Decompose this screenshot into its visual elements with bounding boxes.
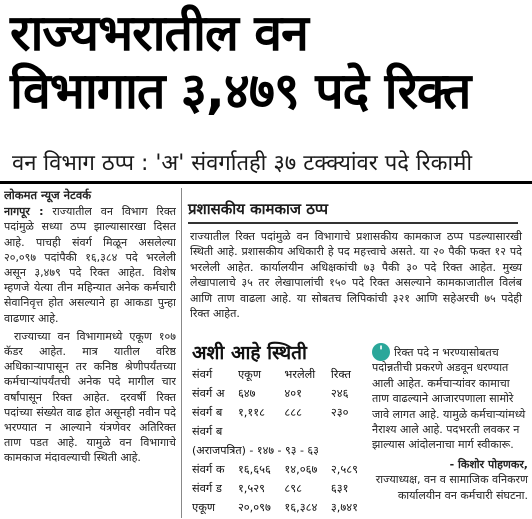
divider <box>0 181 532 184</box>
stats-table <box>190 365 368 517</box>
table-row <box>190 403 368 422</box>
table-cell: ३,७४१ <box>330 501 358 514</box>
table-cell: १,११८ <box>237 406 266 419</box>
article-paragraph: राज्याच्या वन विभागामध्ये एकूण १०७ कॅडर आहेत. मात्र यातील वरिष्ठ अधिकाऱ्यापासून तर कनिष्ठ श्रेणीपर्यंतच्या कर्मचाऱ्यांपर्यंतची अनेक पदे मागील चार वर्षांपासून रिक्त आहेत. दरवर्षी रिक्त पदांच्या संख्येत वाढ होत असूनही नवीन पदे भरण्यात न आल्याने यंत्रणेवर अतिरिक्त ताण पडत आहे. यामुळे वन विभागाचे कामकाज मंदावल्याची स्थिती आहे. <box>4 329 176 465</box>
table-row <box>190 422 368 441</box>
headline-line-1: राज्यभरातील वन <box>10 4 308 62</box>
table-cell: संवर्ग ब <box>192 425 223 438</box>
table-cell: ८९८ <box>284 482 303 495</box>
table-cell: १६,६५६ <box>237 463 271 476</box>
table-header-row <box>190 365 368 384</box>
subheadline: वन विभाग ठप्प : 'अ' संवर्गातही ३७ टक्क्यांवर पदे रिकामी <box>12 151 473 176</box>
table-cell: १४,०६७ <box>284 463 318 476</box>
box-heading: प्रशासकीय कामकाज ठप्प <box>188 199 518 224</box>
table-row <box>190 384 368 403</box>
table-cell: १,५२९ <box>237 482 266 495</box>
table-cell: ६३१ <box>330 482 349 495</box>
quote-block <box>372 345 528 503</box>
article-paragraph <box>4 204 176 326</box>
table-cell <box>282 422 328 441</box>
table-cell: २०,०९७ <box>237 501 271 514</box>
table-cell: २४६ <box>330 387 349 400</box>
table-cell: (अराजपत्रित) - १४७ - ९३ - ६३ <box>192 444 319 457</box>
article-body <box>4 188 176 518</box>
table-cell: संवर्ग ड <box>192 482 222 495</box>
column-divider <box>181 188 182 518</box>
column-header: रिक्त <box>330 368 351 381</box>
headline <box>10 4 525 120</box>
table-cell: १६,३८४ <box>284 501 318 514</box>
table-cell <box>329 422 368 441</box>
table-cell: २,५८९ <box>330 463 358 476</box>
box-text: राज्यातील रिक्त पदांमुळे वन विभागाचे प्रशासकीय कामकाज ठप्प पडल्यासारखी स्थिती आहे. प्रशासकीय अधिकारी हे पद महत्त्वाचे असते. या २० पैकी फक्त १२ पदे भरलेली आहेत. कार्यालयीन अधिक्षकांची ७३ पैकी ३० पदे रिक्त आहेत. मुख्य लेखापालाचे ३५ तर लेखापालांची १५० पदे रिक्त असल्याने कामकाजातील विलंब आणि ताण वाढला आहे. या सोबतच लिपिकांची ३२१ आणि सहेअरची ७५ पदेही रिक्त आहेत. <box>190 230 522 321</box>
table-row <box>190 460 368 479</box>
table-cell: ८८८ <box>284 406 303 419</box>
paragraph-text: राज्यातील वन विभाग रिक्त पदांमुळे सध्या ठप्प झाल्यासारखा दिसत आहे. पाचही संवर्ग मिळून असलेल्या २०,०९७ पदांपैकी १६,३८४ पदे भरलेली असून ३,४७९ पदे रिक्त आहेत. विशेष म्हणजे येत्या तीन महिन्यात अनेक कर्मचारी सेवानिवृत्त होत असल्याने हा आकडा पुन्हा वाढणार आहे. <box>4 205 176 325</box>
quote-text: रिक्त पदे न भरण्यासोबतच पदोन्नतीची प्रकरणे अडवून धरण्यात आली आहेत. कर्मचाऱ्यांवर कामाचा ताण वाढल्याने आजारपणाला सामोरे जावे लागत आहे. यामुळे कर्मचाऱ्यांमध्ये नैराश्य आले आहे. पदभरती लवकर न झाल्यास आंदोलनाचा मार्ग स्वीकारू. <box>372 346 526 452</box>
column-header: भरलेली <box>284 368 316 381</box>
headline-line-2: विभागात ३,४७९ पदे रिक्त <box>10 62 471 120</box>
table-row <box>190 479 368 498</box>
table-cell <box>236 422 282 441</box>
quote-author: - किशोर पोहणकर, <box>449 457 528 471</box>
quote-icon: ' <box>372 343 390 361</box>
column-header: संवर्ग <box>192 368 213 381</box>
table-row <box>190 498 368 517</box>
table-cell: ६४७ <box>237 387 256 400</box>
table-cell: संवर्ग क <box>192 463 225 476</box>
table-cell: ४०१ <box>284 387 303 400</box>
table-cell: २३० <box>330 406 349 419</box>
table-cell: संवर्ग ब <box>192 406 223 419</box>
table-cell: एकूण <box>192 501 216 514</box>
stats-title: अशी आहे स्थिती <box>192 342 307 364</box>
table-row <box>190 441 368 460</box>
quote-author-title: राज्याध्यक्ष, वन व सामाजिक वनिकरण कार्यालयीन वन कर्मचारी संघटना. <box>375 473 528 502</box>
byline: लोकमत न्यूज नेटवर्क <box>4 188 92 202</box>
column-header: एकूण <box>237 368 262 381</box>
dateline: नागपूर : <box>4 205 44 219</box>
table-cell: संवर्ग अ <box>192 387 225 400</box>
